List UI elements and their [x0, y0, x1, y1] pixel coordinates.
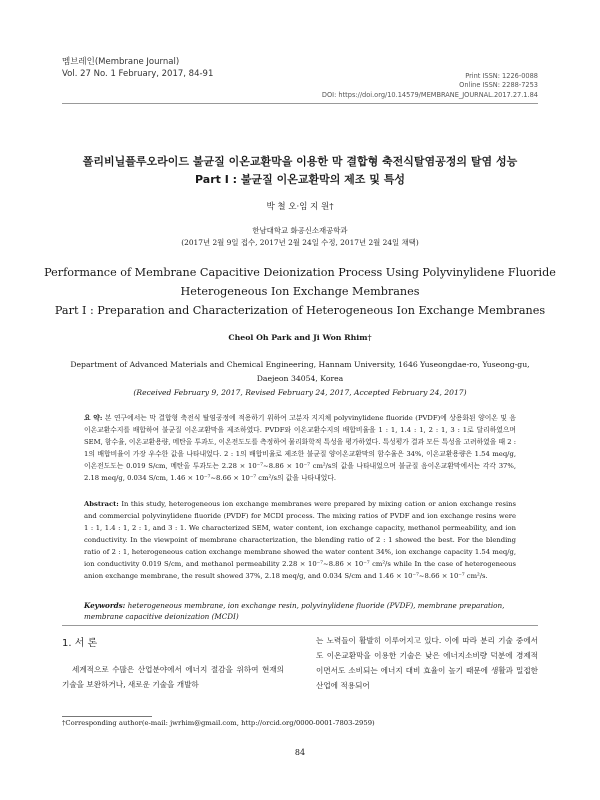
english-title-line2: Heterogeneous Ion Exchange Membranes [180, 285, 420, 298]
keywords [84, 600, 516, 622]
english-affiliation: Department of Advanced Materials and Chemical Engineering, Hannam University, 1646 Yuseongdae-ro, Yuseong-gu, Daejeon 34054, Korea [70, 360, 530, 383]
keywords-label: Keywords: [84, 601, 126, 610]
english-abstract-text: In this study, heterogeneous ion exchange membranes were prepared by mixing cation or anion exchange resins and commercial polyvinylidene fluoride (PVDF) for MCDI process. The mixing ratios of PVDF and ion exchange resins were 1 : 1, 1.4 : 1, 2 : 1, and 3 : 1. We characterized SEM, water content, ion exchange capacity, methanol permeability, and ion conductivity. In the viewpoint of membrane characterization, the blending ratio of 2 : 1 showed the best. For the blending ratio of 2 : 1, heterogeneous cation exchange membrane showed the water content 34%, ion exchange capacity 1.54 meq/g, ion conductivity 0.019 S/cm, and methanol permeability 2.28 × 10⁻⁷~8.86 × 10⁻⁷ cm²/s while In the case of heterogeneous anion exchange membrane, the result showed 37%, 2.18 meq/g, and 0.034 S/cm and 1.46 × 10⁻⁷~8.66 × 10⁻⁷ cm²/s. [84, 500, 516, 580]
page-number: 84 [294, 748, 306, 757]
section-divider [62, 625, 538, 626]
korean-dates: (2017년 2월 9일 접수, 2017년 2월 24일 수정, 2017년 2월 24일 채택) [181, 238, 419, 247]
korean-abstract-label: 요 약: [84, 414, 103, 422]
korean-affiliation: 한남대학교 화공신소재공학과 [252, 226, 348, 235]
intro-right-column: 는 노력들이 활발히 이루어지고 있다. 이에 따라 분리 기술 중에서도 이온교환막을 이용한 기술은 낮은 에너지소비량 덕분에 경제적이면서도 소비되는 에너지 대비 효율이 높기 때문에 생활과 밀접한 산업에 적용되어 [316, 636, 538, 690]
english-abstract-label: Abstract: [84, 500, 119, 508]
korean-abstract [84, 412, 516, 484]
journal-name: 멤브레인(Membrane Journal) [62, 57, 180, 67]
header-divider [62, 103, 538, 104]
online-issn: Online ISSN: 2288-7253 [459, 81, 538, 90]
journal-header [62, 56, 213, 80]
english-dates: (Received February 9, 2017, Revised February 24, 2017, Accepted February 24, 2017) [133, 388, 467, 397]
footnote-divider [62, 716, 152, 717]
korean-abstract-text: 본 연구에서는 막 결합형 축전식 탈염공정에 적용하기 위하여 고분자 지지체 polyvinylidene fluoride (PVDF)에 상용화된 양이온 및 음이온교환수지를 배합하여 불균질 이온교환막을 제조하였다. PVDF와 이온교환수지의 배합비율을 1 : 1, 1.4 : 1, 2 : 1, 3 : 1로 달리하였으며 SEM, 함수율, 이온교환용량, 메탄올 투과도, 이온전도도를 측정하여 물리화학적 특성을 평가하였다. 특성평가 결과 모든 특성을 고려하였을 때 2 : 1의 배합비율이 가장 우수한 값을 나타내었다. 2 : 1의 배합비율로 제조한 불균질 양이온교환막의 함수율은 34%, 이온교환용량은 1.54 meq/g, 이온전도도는 0.019 S/cm, 메탄올 투과도는 2.28 × 10⁻⁷~8.86 × 10⁻⁷ cm²/s의 값을 나타내었으며 불균질 음이온교환막에서는 각각 37%, 2.18 meq/g, 0.034 S/cm, 1.46 × 10⁻⁷~8.66 × 10⁻⁷ cm²/s의 값을 나타내었다. [84, 414, 516, 482]
korean-title-line2: Part I : 불균질 이온교환막의 제조 및 특성 [195, 173, 405, 186]
journal-issue: Vol. 27 No. 1 February, 2017, 84-91 [62, 69, 214, 79]
english-title-line1: Performance of Membrane Capacitive Deionization Process Using Polyvinylidene Fluoride [44, 266, 556, 279]
english-authors: Cheol Oh Park and Ji Won Rhim† [228, 333, 372, 342]
footnote: †Corresponding author(e-mail: jwrhim@gmail.com, http://orcid.org/0000-0001-7803-2959) [62, 719, 375, 727]
korean-authors: 박 철 오·임 지 원† [266, 202, 334, 212]
section-heading: 1. 서 론 [62, 638, 98, 649]
korean-title-line1: 폴리비닐플루오라이드 불균질 이온교환막을 이용한 막 결합형 축전식탈염공정의 탈염 성능 [82, 155, 518, 168]
intro-left-column: 세계적으로 수많은 산업분야에서 에너지 절감을 위하여 현재의 기술을 보완하거나, 새로운 기술을 개발하 [62, 665, 284, 689]
keywords-text: heterogeneous membrane, ion exchange resin, polyvinylidene fluoride (PVDF), membrane preparation, membrane capacitive deionization (MCDI) [84, 601, 505, 621]
print-issn: Print ISSN: 1226-0088 [465, 72, 538, 80]
doi[interactable]: DOI: https://doi.org/10.14579/MEMBRANE_JOURNAL.2017.27.1.84 [321, 90, 538, 99]
issn-block [322, 72, 538, 100]
english-abstract [84, 498, 516, 582]
english-title-line3: Part I : Preparation and Characterization of Heterogeneous Ion Exchange Membranes [54, 304, 546, 317]
